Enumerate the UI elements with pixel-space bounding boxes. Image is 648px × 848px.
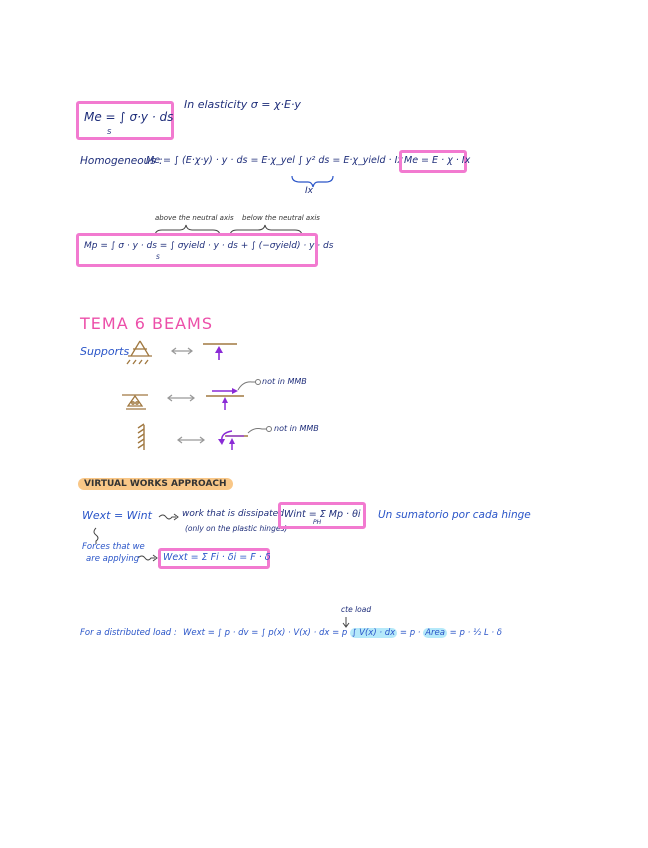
roller-support-icon <box>122 395 148 409</box>
supports-label: Supports <box>80 345 130 358</box>
fixed-support-icon <box>138 424 144 450</box>
mp-formula-sub: S <box>156 254 160 261</box>
section-title: TEMA 6 BEAMS <box>80 314 213 333</box>
forces-label-line2: are applying <box>86 554 140 564</box>
elasticity-note: In elasticity σ = χ·E·y <box>184 98 301 111</box>
mp-formula: Mp = ∫ σ · y · ds = ∫ σyield · y · ds + ∫ (−σyield) · y · ds <box>84 241 334 251</box>
moment-reaction-icon <box>218 427 272 451</box>
squiggle-arrow-1 <box>159 515 176 519</box>
ix-label: Ix <box>305 186 313 196</box>
pinned-support-icon <box>127 341 152 364</box>
homogeneous-label: Homogeneous : <box>80 155 163 167</box>
virtual-works-heading-text: VIRTUAL WORKS APPROACH <box>78 478 233 490</box>
formula-start: Wext = ∫ p · dv = ∫ p(x) · V(x) · dx = p <box>183 628 348 638</box>
formula-eq: = p · <box>397 628 421 638</box>
plastic-hinges-note: (only on the plastic hinges) <box>185 524 288 533</box>
not-in-mmb-label-2: not in MMB <box>274 424 319 433</box>
reaction-vertical-icon <box>203 344 237 360</box>
above-neutral-axis-label: above the neutral axis <box>155 214 234 222</box>
formula-end: = p · ½ L · δ <box>449 628 502 638</box>
cte-load-label: cte load <box>341 605 372 614</box>
not-in-mmb-label-1: not in MMB <box>262 377 307 386</box>
virtual-works-heading <box>78 479 233 489</box>
double-arrow-icon <box>172 348 192 354</box>
forces-label-line1: Forces that we <box>82 542 145 552</box>
me-result: Me = E · χ · Ix <box>404 155 471 166</box>
distributed-load-formula <box>183 628 502 638</box>
squiggle-arrow-3 <box>138 556 155 560</box>
me-integral: Me = ∫ σ·y · ds <box>84 110 174 124</box>
wext-formula: Wext = Σ Fi · δi = F · δ <box>163 552 271 563</box>
formula-highlight-integral: ∫ V(x) · dx <box>352 628 396 638</box>
distributed-load-label: For a distributed load : <box>80 628 177 638</box>
homogeneous-expression: Me = ∫ (E·χ·y) · y · ds = E·χ_yel ∫ y² ds = E·χ_yield · Ix <box>146 155 404 166</box>
wint-formula-sub: PH <box>313 519 322 526</box>
spanish-note: Un sumatorio por cada hinge <box>378 509 531 521</box>
wext-equals-wint: Wext = Wint <box>82 509 152 522</box>
wint-formula: Wint = Σ Mp · θi <box>284 509 361 520</box>
below-neutral-axis-label: below the neutral axis <box>242 214 320 222</box>
me-integral-sub: S <box>107 128 112 136</box>
formula-area: Area <box>425 628 445 638</box>
work-dissipated-label: work that is dissipated <box>182 509 284 519</box>
double-arrow-icon-2 <box>168 395 194 401</box>
double-arrow-icon-3 <box>178 437 204 443</box>
reaction-horizontal-vertical-icon <box>206 380 261 411</box>
